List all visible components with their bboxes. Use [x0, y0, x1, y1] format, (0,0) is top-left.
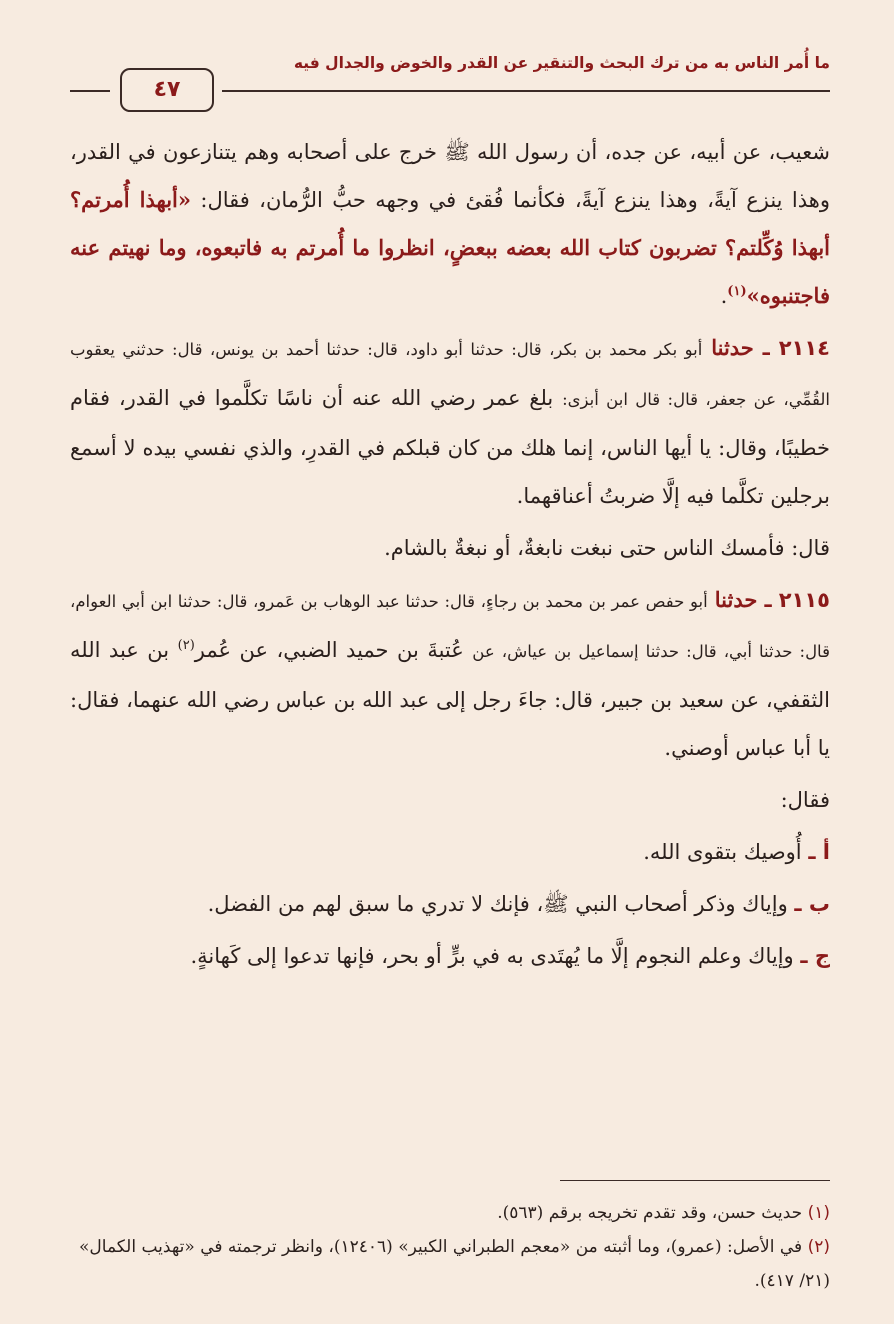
- hadith-dash: ـ: [762, 336, 770, 360]
- footnote-number: (١): [807, 1203, 830, 1223]
- footnote-text: حديث حسن، وقد تقدم تخريجه برقم (٥٦٣).: [497, 1203, 803, 1223]
- footnote-ref-2: (٢): [177, 638, 195, 653]
- item-text: وإياك وعلم النجوم إلَّا ما يُهتَدى به في برٍّ أو بحر، فإنها تدعوا إلى كَهانةٍ.: [190, 944, 794, 968]
- prophetic-quote: «أبهذا أُمرتم؟ أبهذا وُكِّلتم؟ تضربون كتاب الله بعضه ببعضٍ، انظروا ما أُمرتم به فاتبعوه، وما نهيتم عنه فاجتنبوه»: [70, 187, 830, 308]
- footnotes: [70, 1196, 830, 1298]
- footnote-text: في الأصل: (عمرو)، وما أثبته من «معجم الطبراني الكبير» (١٢٤٠٦)، وانظر ترجمته في «تهذيب الكمال» (٢١/ ٤١٧).: [79, 1237, 830, 1291]
- matn: بلغ عمر رضي الله عنه أن ناسًا تكلَّموا في القدر، فقام خطيبًا، وقال: يا أيها الناس، إنما هلك من كان قبلكم في القدرِ، والذي نفسي بيده لا أسمع برجلين تكلَّما فيه إلَّا ضربتُ أعناقهما.: [70, 386, 830, 508]
- hadith-number: ٢١١٤: [778, 336, 831, 360]
- item-text: وإياك وذكر أصحاب النبي ﷺ، فإنك لا تدري ما سبق لهم من الفضل.: [207, 892, 788, 916]
- hadith-2114: [70, 324, 830, 520]
- footnote-separator: [560, 1180, 830, 1181]
- paragraph-text: شعيب، عن أبيه، عن جده، أن رسول الله ﷺ خرج على أصحابه وهم يتنازعون في القدر، وهذا ينزع آيةً، وهذا ينزع آيةً، فكأنما فُقئ في وجهه حبُّ الرُّمان، فقال:: [70, 140, 830, 212]
- book-page: [70, 40, 830, 1300]
- isnad: أبو حفص عمر بن محمد بن رجاءٍ، قال: حدثنا عبد الوهاب بن عَمرو، قال: حدثنا ابن أبي العوام، قال: حدثنا أبي، قال: حدثنا إسماعيل بن عياش، عن: [70, 592, 830, 661]
- footnote-1: [70, 1196, 830, 1230]
- isnad-cont: عُتبةَ بن حميد الضبي، عن عُمر: [194, 638, 464, 662]
- period: .: [720, 284, 728, 308]
- item-marker: أ ـ: [808, 840, 830, 864]
- header-rule: [222, 90, 830, 92]
- header-rule-left: [70, 90, 110, 92]
- paragraph-continuation: [70, 128, 830, 320]
- hadith-dash: ـ: [764, 588, 772, 612]
- list-item-a: [70, 828, 830, 876]
- list-item-b: [70, 880, 830, 928]
- footnote-ref-1: (١): [727, 284, 747, 299]
- footnote-number: (٢): [807, 1237, 830, 1257]
- fa-qala: فقال:: [780, 788, 830, 812]
- isnad: أبو بكر محمد بن بكر، قال: حدثنا أبو داود، قال: حدثنا أحمد بن يونس، قال: حدثني يعقوب القُمِّي، عن جعفر، قال: قال ابن أبزى:: [70, 340, 830, 409]
- hadith-2115: [70, 576, 830, 772]
- running-title: ما أُمر الناس به من ترك البحث والتنقير عن القدر والخوض والجدال فيه: [293, 54, 830, 72]
- haddathana-label: حدثنا: [714, 587, 758, 612]
- list-item-c: [70, 932, 830, 980]
- item-marker: ب ـ: [794, 892, 830, 916]
- item-text: أُوصيك بتقوى الله.: [643, 840, 802, 864]
- haddathana-label: حدثنا: [711, 335, 754, 360]
- paragraph-after-2114: قال: فأمسك الناس حتى نبغت نابغةٌ، أو نبغةٌ بالشام.: [384, 536, 830, 560]
- item-marker: ج ـ: [800, 944, 830, 968]
- hadith-number: ٢١١٥: [778, 588, 830, 612]
- matn: جاءَ رجل إلى عبد الله بن عباس رضي الله عنهما، فقال: يا أبا عباس أوصني.: [70, 688, 830, 760]
- page-number: ٤٧: [120, 68, 214, 112]
- page-header: [70, 48, 830, 102]
- isnad-cont-2: بن عبد الله الثقفي، عن سعيد بن جبير، قال:: [70, 638, 830, 712]
- footnote-2: [70, 1230, 830, 1298]
- main-text: [70, 128, 830, 980]
